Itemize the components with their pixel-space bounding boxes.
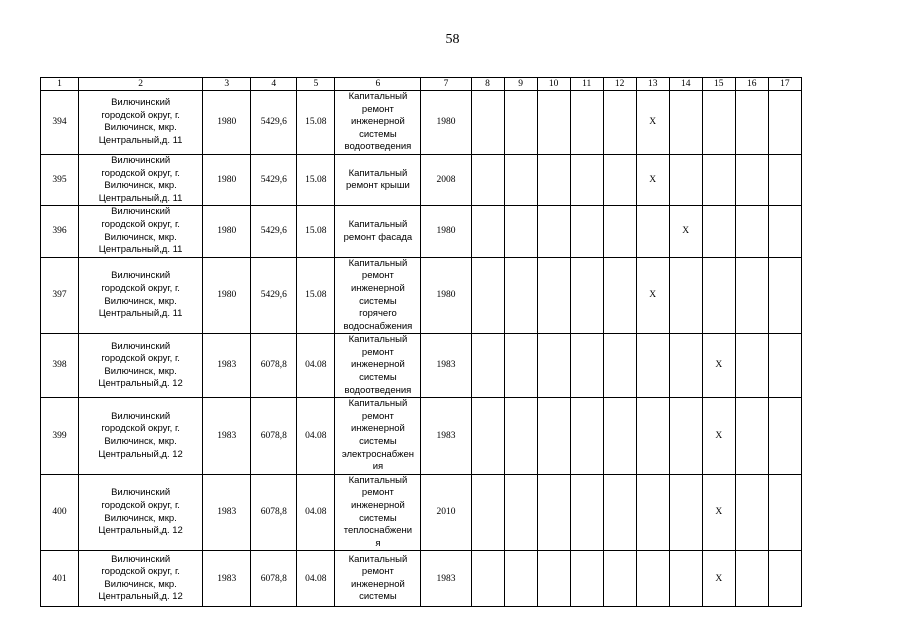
address-cell: [79, 91, 203, 155]
code-cell: 15.08: [297, 257, 335, 334]
address-cell-line: Вилючинский: [111, 206, 171, 218]
empty-cell: [735, 474, 768, 551]
work-type-cell: [335, 334, 421, 398]
address-cell: [79, 398, 203, 475]
empty-cell: [603, 257, 636, 334]
work-type-cell: [335, 474, 421, 551]
area-cell: 6078,8: [251, 398, 297, 475]
address-cell-line: Центральный,д. 12: [98, 525, 183, 537]
area-cell: 6078,8: [251, 474, 297, 551]
address-cell-line: городской округ, г.: [101, 109, 180, 121]
empty-cell: [471, 154, 504, 205]
empty-cell: [702, 206, 735, 257]
address-cell-line: Вилючинский: [111, 487, 171, 499]
address-cell-line: Вилючинский: [111, 410, 171, 422]
empty-cell: [636, 474, 669, 551]
address-cell-line: городской округ, г.: [101, 566, 180, 578]
empty-cell: [504, 91, 537, 155]
table-body: [41, 78, 802, 607]
address-cell-line: Вилючинск, мкр.: [104, 122, 177, 134]
work-type-cell-line: ремонт: [361, 103, 394, 115]
work-type-cell-line: системы: [359, 591, 397, 603]
work-type-cell-line: инженерной: [350, 578, 405, 590]
work-type-cell-line: системы: [359, 295, 397, 307]
table-row: [41, 257, 802, 334]
work-type-cell-line: водоснабжения: [343, 320, 413, 332]
address-cell-line: Вилючинск, мкр.: [104, 578, 177, 590]
empty-cell: [471, 334, 504, 398]
year-cell: 1980: [421, 91, 471, 155]
empty-cell: [768, 91, 801, 155]
year-built: 1983: [203, 551, 251, 607]
address-cell-line: Центральный,д. 12: [98, 448, 183, 460]
empty-cell: [537, 474, 570, 551]
row-number: 401: [41, 551, 79, 607]
empty-cell: [471, 398, 504, 475]
column-header: 3: [203, 78, 251, 91]
empty-cell: [537, 334, 570, 398]
work-type-cell-line: ремонт: [361, 410, 394, 422]
address-cell-line: Вилючинск, мкр.: [104, 512, 177, 524]
work-type-cell-line: ремонт: [361, 566, 394, 578]
empty-cell: [570, 398, 603, 475]
mark-cell: Х: [702, 334, 735, 398]
empty-cell: [735, 551, 768, 607]
empty-cell: [504, 474, 537, 551]
address-cell-line: городской округ, г.: [101, 167, 180, 179]
table-row: [41, 334, 802, 398]
year-built: 1980: [203, 257, 251, 334]
code-cell: 04.08: [297, 551, 335, 607]
year-built: 1980: [203, 154, 251, 205]
empty-cell: [603, 154, 636, 205]
year-built: 1983: [203, 398, 251, 475]
address-cell-line: Центральный,д. 12: [98, 591, 183, 603]
work-type-cell-line: Капитальный: [348, 334, 408, 346]
column-header: 6: [335, 78, 421, 91]
work-type-cell-line: Капитальный: [348, 474, 408, 486]
empty-cell: [669, 257, 702, 334]
work-type-cell-line: теплоснабжени: [343, 525, 413, 537]
work-type-cell-line: я: [375, 537, 381, 549]
column-header: 7: [421, 78, 471, 91]
year-built: 1980: [203, 91, 251, 155]
area-cell: 5429,6: [251, 91, 297, 155]
empty-cell: [768, 398, 801, 475]
code-cell: 15.08: [297, 91, 335, 155]
row-number: 399: [41, 398, 79, 475]
address-cell: [79, 334, 203, 398]
table-row: [41, 551, 802, 607]
work-type-cell-line: инженерной: [350, 423, 405, 435]
work-type-cell-line: ремонт фасада: [343, 231, 413, 243]
year-built: 1983: [203, 334, 251, 398]
column-header: 14: [669, 78, 702, 91]
empty-cell: [537, 398, 570, 475]
empty-cell: [537, 257, 570, 334]
table-row: [41, 91, 802, 155]
empty-cell: [768, 257, 801, 334]
column-header: 5: [297, 78, 335, 91]
row-number: 395: [41, 154, 79, 205]
work-type-cell-line: ремонт: [361, 487, 394, 499]
mark-cell: Х: [702, 551, 735, 607]
address-cell: [79, 551, 203, 607]
register-table: [40, 77, 802, 607]
empty-cell: [603, 398, 636, 475]
work-type-cell: [335, 551, 421, 607]
empty-cell: [504, 334, 537, 398]
empty-cell: [735, 91, 768, 155]
work-type-cell-line: электроснабжен: [341, 448, 414, 460]
column-header: 12: [603, 78, 636, 91]
address-cell-line: городской округ, г.: [101, 353, 180, 365]
empty-cell: [504, 551, 537, 607]
address-cell: [79, 206, 203, 257]
address-cell-line: городской округ, г.: [101, 423, 180, 435]
empty-cell: [537, 154, 570, 205]
work-type-cell: [335, 206, 421, 257]
address-cell-line: Вилючинский: [111, 553, 171, 565]
row-number: 397: [41, 257, 79, 334]
address-cell: [79, 154, 203, 205]
empty-cell: [603, 334, 636, 398]
work-type-cell-line: инженерной: [350, 500, 405, 511]
empty-cell: [702, 91, 735, 155]
page-number: 58: [445, 32, 460, 47]
empty-cell: [768, 334, 801, 398]
empty-cell: [504, 154, 537, 205]
empty-cell: [570, 154, 603, 205]
work-type-cell-line: ия: [372, 461, 384, 473]
empty-cell: [768, 551, 801, 607]
address-cell-line: Центральный,д. 11: [98, 192, 183, 204]
mark-cell: Х: [702, 398, 735, 475]
table-row: [41, 206, 802, 257]
empty-cell: [570, 257, 603, 334]
mark-cell: Х: [636, 257, 669, 334]
empty-cell: [570, 474, 603, 551]
column-header: 2: [79, 78, 203, 91]
empty-cell: [636, 334, 669, 398]
area-cell: 5429,6: [251, 257, 297, 334]
code-cell: 15.08: [297, 154, 335, 205]
work-type-cell-line: ремонт: [361, 346, 394, 358]
empty-cell: [504, 206, 537, 257]
empty-cell: [603, 551, 636, 607]
empty-cell: [702, 154, 735, 205]
work-type-cell: [335, 154, 421, 205]
area-cell: 6078,8: [251, 334, 297, 398]
work-type-cell-line: водоотведения: [344, 384, 412, 396]
empty-cell: [636, 551, 669, 607]
code-cell: 04.08: [297, 398, 335, 475]
empty-cell: [537, 206, 570, 257]
work-type-cell-line: системы: [359, 128, 397, 140]
work-type-cell: [335, 257, 421, 334]
area-cell: 5429,6: [251, 206, 297, 257]
empty-cell: [471, 474, 504, 551]
code-cell: 15.08: [297, 206, 335, 257]
year-cell: 1983: [421, 551, 471, 607]
address-cell-line: городской округ, г.: [101, 500, 180, 511]
year-cell: 1980: [421, 206, 471, 257]
work-type-cell: [335, 91, 421, 155]
empty-cell: [768, 474, 801, 551]
empty-cell: [537, 551, 570, 607]
work-type-cell-line: ремонт: [361, 270, 394, 282]
empty-cell: [735, 206, 768, 257]
column-header: 16: [735, 78, 768, 91]
empty-cell: [768, 154, 801, 205]
empty-cell: [735, 257, 768, 334]
table-row: [41, 154, 802, 205]
column-header: 17: [768, 78, 801, 91]
empty-cell: [504, 398, 537, 475]
empty-cell: [471, 91, 504, 155]
column-header: 15: [702, 78, 735, 91]
empty-cell: [669, 474, 702, 551]
empty-cell: [669, 551, 702, 607]
work-type-cell-line: инженерной: [350, 282, 405, 294]
code-cell: 04.08: [297, 334, 335, 398]
mark-cell: Х: [669, 206, 702, 257]
header-row: [41, 78, 802, 91]
area-cell: 6078,8: [251, 551, 297, 607]
empty-cell: [471, 257, 504, 334]
empty-cell: [504, 257, 537, 334]
address-cell-line: городской округ, г.: [101, 282, 180, 294]
address-cell-line: Вилючинский: [111, 270, 171, 282]
address-cell: [79, 474, 203, 551]
address-cell-line: Вилючинский: [111, 154, 171, 166]
column-header: 13: [636, 78, 669, 91]
year-cell: 1980: [421, 257, 471, 334]
table-row: [41, 398, 802, 475]
year-cell: 2008: [421, 154, 471, 205]
column-header: 10: [537, 78, 570, 91]
column-header: 4: [251, 78, 297, 91]
year-cell: 1983: [421, 398, 471, 475]
empty-cell: [735, 398, 768, 475]
address-cell: [79, 257, 203, 334]
work-type-cell: [335, 398, 421, 475]
empty-cell: [570, 551, 603, 607]
work-type-cell-line: системы: [359, 372, 397, 384]
work-type-cell-line: инженерной: [350, 116, 405, 128]
work-type-cell-line: ремонт крыши: [346, 180, 410, 192]
empty-cell: [570, 206, 603, 257]
work-type-cell-line: Капитальный: [348, 91, 408, 102]
work-type-cell-line: Капитальный: [348, 553, 408, 565]
empty-cell: [702, 257, 735, 334]
empty-cell: [570, 91, 603, 155]
work-type-cell-line: Капитальный: [348, 167, 408, 179]
row-number: 400: [41, 474, 79, 551]
empty-cell: [636, 206, 669, 257]
row-number: 396: [41, 206, 79, 257]
row-number: 394: [41, 91, 79, 155]
address-cell-line: Центральный,д. 11: [98, 308, 183, 320]
column-header: 8: [471, 78, 504, 91]
address-cell-line: Вилючинск, мкр.: [104, 180, 177, 192]
address-cell-line: Центральный,д. 11: [98, 135, 183, 147]
code-cell: 04.08: [297, 474, 335, 551]
work-type-cell-line: системы: [359, 512, 397, 524]
mark-cell: Х: [702, 474, 735, 551]
empty-cell: [669, 398, 702, 475]
work-type-cell-line: водоотведения: [344, 141, 412, 153]
address-cell-line: Центральный,д. 11: [98, 244, 183, 256]
empty-cell: [471, 206, 504, 257]
work-type-cell-line: инженерной: [350, 359, 405, 371]
address-cell-line: Вилючинск, мкр.: [104, 365, 177, 377]
empty-cell: [735, 334, 768, 398]
empty-cell: [669, 91, 702, 155]
mark-cell: Х: [636, 91, 669, 155]
address-cell-line: Вилючинск, мкр.: [104, 231, 177, 243]
address-cell-line: Вилючинский: [111, 340, 171, 352]
address-cell-line: городской округ, г.: [101, 218, 180, 230]
empty-cell: [570, 334, 603, 398]
empty-cell: [537, 91, 570, 155]
address-cell-line: Центральный,д. 12: [98, 378, 183, 390]
year-built: 1983: [203, 474, 251, 551]
work-type-cell-line: горячего: [359, 308, 397, 320]
empty-cell: [603, 206, 636, 257]
table-row: [41, 474, 802, 551]
empty-cell: [669, 154, 702, 205]
work-type-cell-line: Капитальный: [348, 398, 408, 410]
row-number: 398: [41, 334, 79, 398]
empty-cell: [636, 398, 669, 475]
address-cell-line: Вилючинск, мкр.: [104, 436, 177, 448]
column-header: 9: [504, 78, 537, 91]
work-type-cell-line: Капитальный: [348, 257, 408, 269]
empty-cell: [603, 474, 636, 551]
year-built: 1980: [203, 206, 251, 257]
address-cell-line: Вилючинский: [111, 97, 171, 109]
empty-cell: [471, 551, 504, 607]
empty-cell: [603, 91, 636, 155]
empty-cell: [669, 334, 702, 398]
work-type-cell-line: системы: [359, 436, 397, 448]
column-header: 11: [570, 78, 603, 91]
empty-cell: [768, 206, 801, 257]
area-cell: 5429,6: [251, 154, 297, 205]
empty-cell: [735, 154, 768, 205]
mark-cell: Х: [636, 154, 669, 205]
year-cell: 2010: [421, 474, 471, 551]
address-cell-line: Вилючинск, мкр.: [104, 295, 177, 307]
year-cell: 1983: [421, 334, 471, 398]
column-header: 1: [41, 78, 79, 91]
work-type-cell-line: Капитальный: [348, 218, 408, 230]
